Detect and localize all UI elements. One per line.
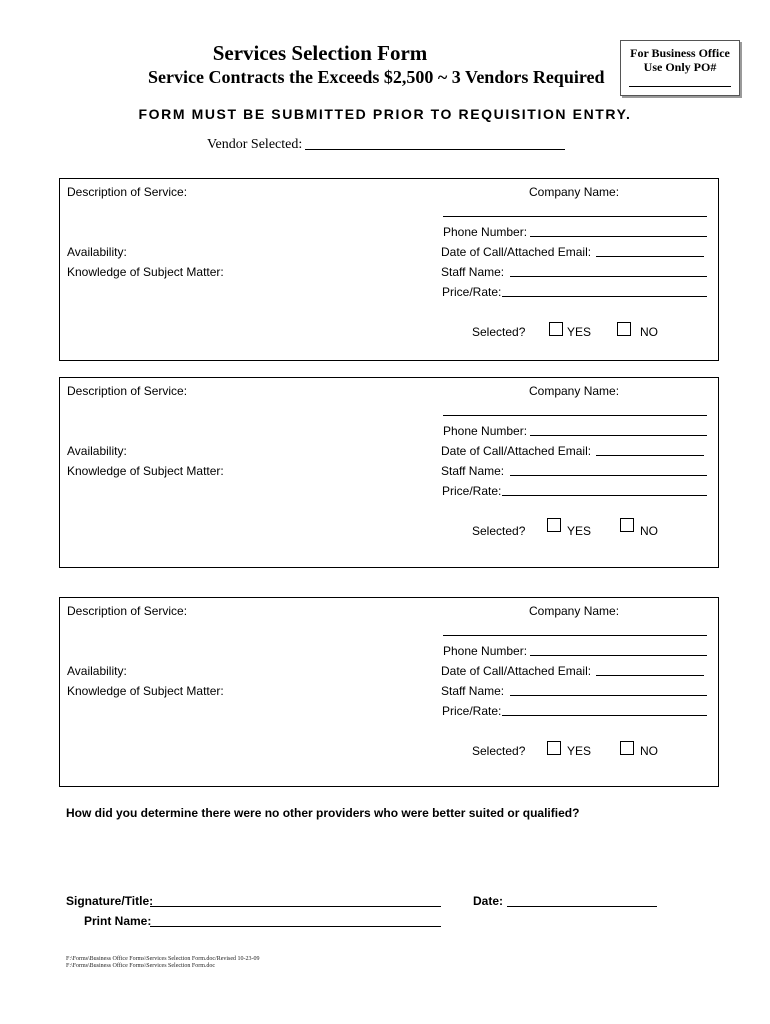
price-rate-field[interactable] bbox=[502, 296, 707, 297]
staff-name-label: Staff Name: bbox=[441, 684, 505, 698]
company-name-label: Company Name: bbox=[529, 384, 620, 398]
staff-name-field[interactable] bbox=[510, 276, 707, 277]
selected-label: Selected? bbox=[472, 744, 526, 758]
date-of-call-field[interactable] bbox=[596, 256, 704, 257]
availability-label: Availability: bbox=[67, 444, 127, 458]
availability-label: Availability: bbox=[67, 245, 127, 259]
description-label: Description of Service: bbox=[67, 185, 188, 199]
yes-label: YES bbox=[567, 325, 592, 339]
footer-path: F:\Forms\Business Office Forms\Services Selection Form.doc bbox=[66, 963, 216, 969]
company-name-label: Company Name: bbox=[529, 185, 620, 199]
company-name-field[interactable] bbox=[443, 635, 707, 636]
price-rate-label: Price/Rate: bbox=[442, 484, 502, 498]
date-of-call-field[interactable] bbox=[596, 675, 704, 676]
yes-label: YES bbox=[567, 744, 592, 758]
yes-checkbox[interactable] bbox=[547, 518, 561, 532]
yes-checkbox[interactable] bbox=[549, 322, 563, 336]
phone-number-label: Phone Number: bbox=[443, 644, 528, 658]
date-of-call-label: Date of Call/Attached Email: bbox=[441, 444, 592, 458]
vendor-section-2 bbox=[59, 377, 719, 568]
no-checkbox[interactable] bbox=[617, 322, 631, 336]
yes-label: YES bbox=[567, 524, 592, 538]
price-rate-label: Price/Rate: bbox=[442, 704, 502, 718]
knowledge-label: Knowledge of Subject Matter: bbox=[67, 265, 224, 279]
no-label: NO bbox=[640, 744, 658, 758]
date-label: Date: bbox=[473, 894, 504, 908]
business-office-label-line2: Use Only PO# bbox=[643, 60, 717, 74]
vendor-selected-label: Vendor Selected: bbox=[207, 137, 303, 152]
no-label: NO bbox=[640, 524, 658, 538]
availability-label: Availability: bbox=[67, 664, 127, 678]
price-rate-field[interactable] bbox=[502, 715, 707, 716]
print-name-label: Print Name: bbox=[84, 914, 152, 928]
date-of-call-field[interactable] bbox=[596, 455, 704, 456]
knowledge-label: Knowledge of Subject Matter: bbox=[67, 684, 224, 698]
submission-notice: FORM MUST BE SUBMITTED PRIOR TO REQUISITION ENTRY. bbox=[138, 106, 632, 122]
no-checkbox[interactable] bbox=[620, 518, 634, 532]
date-of-call-label: Date of Call/Attached Email: bbox=[441, 245, 592, 259]
print-name-field[interactable] bbox=[150, 926, 441, 927]
form-title: Services Selection Form bbox=[212, 41, 428, 65]
phone-number-field[interactable] bbox=[530, 435, 707, 436]
form-subtitle: Service Contracts the Exceeds $2,500 ~ 3 Vendors Required bbox=[148, 67, 605, 87]
po-number-field[interactable] bbox=[629, 86, 731, 87]
price-rate-field[interactable] bbox=[502, 495, 707, 496]
company-name-label: Company Name: bbox=[529, 604, 620, 618]
staff-name-field[interactable] bbox=[510, 475, 707, 476]
vendor-section-3 bbox=[59, 597, 719, 787]
description-label: Description of Service: bbox=[67, 384, 188, 398]
phone-number-label: Phone Number: bbox=[443, 424, 528, 438]
business-office-label-line1: For Business Office bbox=[630, 46, 730, 60]
phone-number-field[interactable] bbox=[530, 655, 707, 656]
date-of-call-label: Date of Call/Attached Email: bbox=[441, 664, 592, 678]
vendor-selected-field[interactable] bbox=[305, 149, 565, 150]
selected-label: Selected? bbox=[472, 325, 526, 339]
selected-label: Selected? bbox=[472, 524, 526, 538]
staff-name-field[interactable] bbox=[510, 695, 707, 696]
price-rate-label: Price/Rate: bbox=[442, 285, 502, 299]
phone-number-label: Phone Number: bbox=[443, 225, 528, 239]
yes-checkbox[interactable] bbox=[547, 741, 561, 755]
company-name-field[interactable] bbox=[443, 216, 707, 217]
vendor-section-1 bbox=[59, 178, 719, 361]
providers-question: How did you determine there were no other providers who were better suited or qualified? bbox=[66, 806, 580, 820]
staff-name-label: Staff Name: bbox=[441, 265, 505, 279]
business-office-box bbox=[620, 40, 740, 96]
description-label: Description of Service: bbox=[67, 604, 188, 618]
knowledge-label: Knowledge of Subject Matter: bbox=[67, 464, 224, 478]
signature-title-label: Signature/Title: bbox=[66, 894, 154, 908]
phone-number-field[interactable] bbox=[530, 236, 707, 237]
footer-path-revised: F:\Forms\Business Office Forms\Services Selection Form.doc/Revised 10-23-09 bbox=[66, 956, 260, 962]
staff-name-label: Staff Name: bbox=[441, 464, 505, 478]
no-label: NO bbox=[640, 325, 658, 339]
no-checkbox[interactable] bbox=[620, 741, 634, 755]
company-name-field[interactable] bbox=[443, 415, 707, 416]
date-field[interactable] bbox=[507, 906, 657, 907]
signature-title-field[interactable] bbox=[150, 906, 441, 907]
